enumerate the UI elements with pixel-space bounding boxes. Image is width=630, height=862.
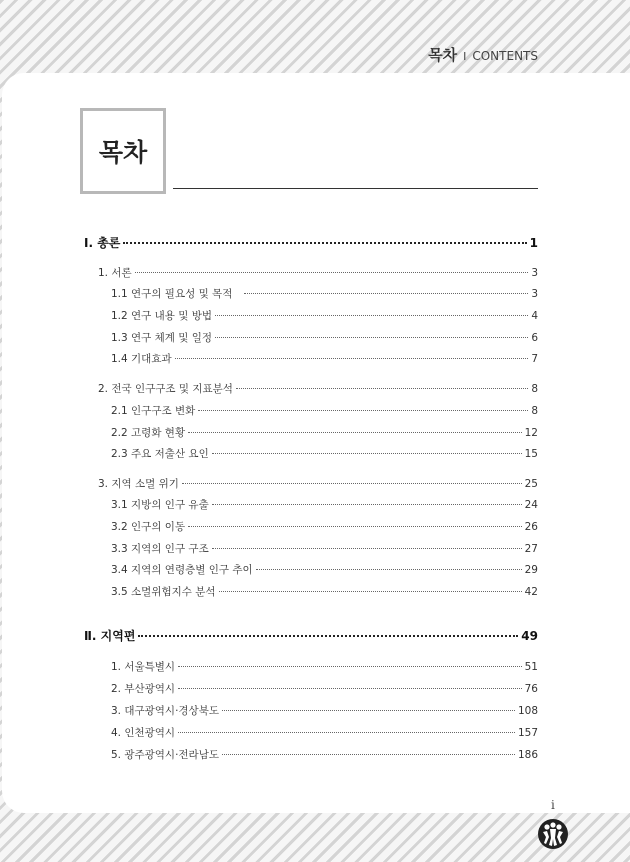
toc-page: 24: [524, 499, 538, 511]
toc-entry-section-3-2[interactable]: [111, 519, 538, 534]
toc-label: Ⅰ. 총론: [84, 236, 121, 250]
dot-leader: [215, 315, 528, 316]
toc-entry-region-3[interactable]: [111, 703, 538, 718]
dot-leader: [198, 410, 528, 411]
toc-page: 49: [521, 629, 538, 643]
dot-leader: [236, 388, 528, 389]
toc-label: 3.4 지역의 연령층별 인구 추이: [111, 564, 253, 576]
toc-page: 8: [531, 383, 538, 395]
toc-page: 42: [524, 586, 538, 598]
toc-entry-chapter-3[interactable]: [98, 476, 538, 491]
toc-entry-section-2-3[interactable]: [111, 446, 538, 461]
dot-leader: [222, 710, 515, 711]
dot-leader: [188, 432, 522, 433]
toc-entry-section-3-4[interactable]: [111, 562, 538, 577]
toc-label: 2. 전국 인구구조 및 지표분석: [98, 383, 233, 395]
dot-leader: [182, 483, 522, 484]
toc-label: 3.5 소멸위험지수 분석: [111, 586, 216, 598]
dot-leader: [222, 754, 515, 755]
header-title-en: CONTENTS: [472, 49, 538, 63]
header-title-ko: 목차: [428, 46, 458, 64]
toc-page: 29: [524, 564, 538, 576]
toc-page: 8: [531, 405, 538, 417]
toc-entry-section-3-1[interactable]: [111, 497, 538, 512]
toc-label: 1.4 기대효과: [111, 353, 172, 365]
toc-page: 25: [524, 478, 538, 490]
toc-label: 3. 지역 소멸 위기: [98, 478, 179, 490]
toc-label: Ⅱ. 지역편: [84, 629, 136, 643]
toc-page: 12: [524, 427, 538, 439]
toc-entry-section-2-2[interactable]: [111, 425, 538, 440]
toc-entry-section-3-5[interactable]: [111, 584, 538, 599]
dot-leader: [178, 666, 522, 667]
toc-label: 3.1 지방의 인구 유출: [111, 499, 209, 511]
toc-page: 1: [529, 236, 538, 250]
toc-label: 1.1 연구의 필요성 및 목적: [111, 288, 233, 300]
dot-leader: [178, 688, 522, 689]
toc-page: 157: [517, 727, 538, 739]
toc-page: 15: [524, 448, 538, 460]
dot-leader: [256, 569, 522, 570]
dot-leader: [178, 732, 515, 733]
toc-label: 3.3 지역의 인구 구조: [111, 543, 209, 555]
toc-label: 1. 서론: [98, 267, 132, 279]
toc-label: 3. 대구광역시·경상북도: [111, 705, 219, 717]
toc-label: 5. 광주광역시·전라남도: [111, 749, 219, 761]
dot-leader: [244, 293, 528, 294]
toc-label: 1.2 연구 내용 및 방법: [111, 310, 213, 322]
toc-label: 4. 인천광역시: [111, 727, 176, 739]
toc-page: 6: [531, 332, 538, 344]
toc-entry-section-2-1[interactable]: [111, 403, 538, 418]
toc-page: 26: [524, 521, 538, 533]
toc-entry-region-2[interactable]: [111, 681, 538, 696]
toc-page: 3: [531, 288, 538, 300]
dot-leader: [138, 635, 518, 637]
dot-leader: [188, 526, 522, 527]
figures-logo-icon: [537, 818, 569, 850]
toc-label: 1.3 연구 체계 및 일정: [111, 332, 213, 344]
dot-leader: [212, 548, 522, 549]
dot-leader: [135, 272, 529, 273]
toc-label: 2.2 고령화 현황: [111, 427, 186, 439]
toc-entry-section-1-3[interactable]: [111, 330, 538, 345]
toc-page: 108: [517, 705, 538, 717]
toc-entry-section-1-4[interactable]: [111, 351, 538, 366]
toc-page: 27: [524, 543, 538, 555]
toc-page: 186: [517, 749, 538, 761]
toc-entry-section-1-1[interactable]: [111, 286, 538, 301]
toc-entry-region-4[interactable]: [111, 725, 538, 740]
dot-leader: [123, 242, 526, 244]
toc-entry-region-1[interactable]: [111, 659, 538, 674]
toc-page: 76: [524, 683, 538, 695]
toc-page: 7: [531, 353, 538, 365]
toc-page: 4: [531, 310, 538, 322]
dot-leader: [219, 591, 522, 592]
toc-label: 2. 부산광역시: [111, 683, 176, 695]
toc-entry-part-2[interactable]: [84, 627, 538, 644]
dot-leader: [215, 337, 528, 338]
toc-entry-part-1[interactable]: [84, 234, 538, 251]
toc-entry-chapter-1[interactable]: [98, 265, 538, 280]
toc-label: 1. 서울특별시: [111, 661, 176, 673]
toc-label: 2.1 인구구조 변화: [111, 405, 196, 417]
dot-leader: [212, 504, 522, 505]
toc-page: 51: [524, 661, 538, 673]
toc-label: 2.3 주요 저출산 요인: [111, 448, 209, 460]
dot-leader: [175, 358, 529, 359]
page-number: i: [551, 798, 555, 812]
dot-leader: [212, 453, 522, 454]
toc-page: 3: [531, 267, 538, 279]
toc-entry-region-5[interactable]: [111, 747, 538, 762]
contents-title: 목차: [98, 138, 148, 167]
toc-label: 3.2 인구의 이동: [111, 521, 186, 533]
toc-entry-section-3-3[interactable]: [111, 541, 538, 556]
toc-entry-section-1-2[interactable]: [111, 308, 538, 323]
header-separator: I: [463, 50, 467, 63]
toc-entry-chapter-2[interactable]: [98, 381, 538, 396]
